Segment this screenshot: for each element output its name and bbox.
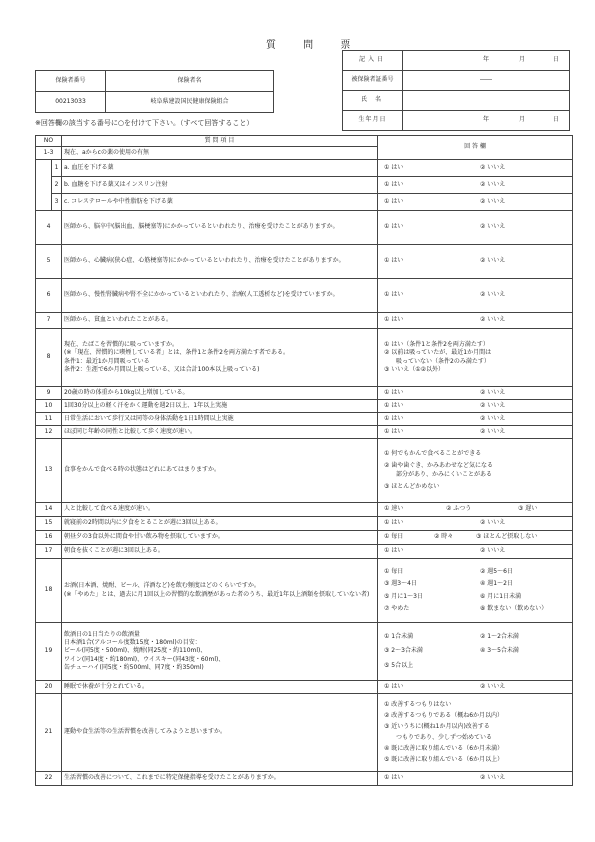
date-field[interactable]	[403, 51, 570, 71]
question-text: 朝昼夕の3食以外に間食や甘い飲み物を摂取していますか。	[62, 531, 378, 545]
answer-option[interactable]: ⑤ 5合以上	[384, 661, 414, 669]
insurer-number-label: 保険者番号	[36, 71, 106, 92]
questionnaire-table	[35, 135, 573, 786]
answer-option[interactable]: ② ふつう	[446, 505, 472, 513]
question-text: 運動や食生活等の生活習慣を改善してみようと思いますか。	[62, 694, 378, 772]
answer-option[interactable]: ② いいえ	[480, 547, 506, 555]
answer-option-cont: 部分があり、かみにくいことがある	[396, 470, 493, 478]
question-text: 20歳の時の体重から10kg以上増加している。	[62, 387, 378, 400]
answer-option[interactable]: ① 改善するつもりはない	[384, 700, 452, 708]
answer-cell[interactable]	[378, 313, 573, 329]
answer-option[interactable]: ② いいえ	[480, 223, 506, 231]
answer-option[interactable]: ① はい	[384, 388, 404, 396]
year-unit: 年	[483, 116, 490, 124]
month-unit: 月	[518, 116, 525, 124]
question-row	[36, 387, 573, 400]
answer-cell[interactable]	[378, 177, 573, 194]
question-row	[36, 681, 573, 694]
answer-cell[interactable]	[378, 517, 573, 531]
answer-option[interactable]: ② 以前は吸っていたが、最近1か月間は	[384, 349, 492, 357]
question-text: 1回30分以上の軽く汗をかく運動を週2日以上、1年以上実施	[62, 400, 378, 413]
question-number: 18	[36, 559, 62, 623]
answer-option[interactable]: ① はい	[384, 401, 404, 409]
answer-option-cont: 吸っていない（条件2のみ満たす）	[396, 357, 490, 365]
answer-option[interactable]: ② いいえ	[480, 180, 506, 188]
question-text: c. コレステロールや中性脂肪を下げる薬	[62, 194, 378, 211]
answer-option[interactable]: ② 時々	[434, 533, 454, 541]
question-row	[36, 426, 573, 439]
answer-option[interactable]: ① はい	[384, 414, 404, 422]
answer-option[interactable]: ③ ほとんど摂取しない	[476, 533, 538, 541]
answer-option[interactable]: ① はい	[384, 774, 404, 782]
header-item: 質 問 項 目	[62, 136, 378, 147]
answer-option[interactable]: ① はい	[384, 682, 404, 690]
question-number: 14	[36, 503, 62, 517]
birth-label: 生年月日	[343, 111, 403, 131]
record-table	[342, 50, 570, 131]
instruction-note: ※回答欄の該当する番号に○を付けて下さい。（すべて回答すること）	[35, 119, 254, 127]
question-number: 9	[36, 387, 62, 400]
question-row	[36, 531, 573, 545]
question-number: 13	[36, 439, 62, 503]
question-text: 現在、aからcの薬の使用の有無	[62, 147, 378, 160]
answer-option[interactable]: ③ ほとんどかめない	[384, 482, 440, 490]
answer-option[interactable]: ③ 遅い	[518, 505, 538, 513]
answer-option[interactable]: ② いいえ	[480, 519, 506, 527]
question-row	[36, 559, 573, 623]
question-text: 飲酒日の1日当たりの飲酒量 日本酒1合(アルコール度数15度・180ml)の目安： ビール(同5度・500ml)、焼酎(同25度・約110ml)、 ワイン(同14度・約180ml)、ウイスキー(同43度・60ml)、 缶チューハイ(同5度・約500ml、同7度・約350ml)	[62, 623, 378, 681]
answer-option[interactable]: ② いいえ	[480, 257, 506, 265]
day-unit: 日	[552, 116, 559, 124]
answer-option[interactable]: ⑤ 月に1～3日	[384, 592, 423, 600]
question-number: 16	[36, 531, 62, 545]
answer-option[interactable]: ① はい	[384, 163, 404, 171]
question-number: 6	[36, 279, 62, 313]
answer-option[interactable]: ⑦ やめた	[384, 604, 410, 612]
answer-cell[interactable]	[378, 387, 573, 400]
question-text: 医師から、貧血といわれたことがある。	[62, 313, 378, 329]
answer-option[interactable]: ④ 週1～2日	[480, 580, 513, 588]
question-number: 19	[36, 623, 62, 681]
answer-cell[interactable]	[378, 531, 573, 545]
answer-option[interactable]: ① 毎日	[384, 568, 404, 576]
answer-option[interactable]: ③ 2～3合未満	[384, 647, 423, 655]
question-number: 15	[36, 517, 62, 531]
question-text: 就寝前の2時間以内に夕食をとることが週に3回以上ある。	[62, 517, 378, 531]
answer-option[interactable]: ① はい	[384, 197, 404, 205]
question-text: 生活習慣の改善について、これまでに特定保健指導を受けたことがありますか。	[62, 772, 378, 786]
answer-option[interactable]: ① 毎日	[384, 533, 404, 541]
question-number: 1	[52, 160, 62, 177]
answer-cell[interactable]	[378, 400, 573, 413]
question-row	[36, 329, 573, 387]
header-answer: 回 答 欄	[378, 136, 573, 160]
question-row	[36, 279, 573, 313]
year-unit: 年	[483, 56, 490, 64]
question-row	[36, 772, 573, 786]
answer-cell[interactable]	[378, 279, 573, 313]
question-number: 8	[36, 329, 62, 387]
answer-option[interactable]: ⑥ 月に1日未満	[480, 592, 522, 600]
answer-option[interactable]: ⑤ 既に改善に取り組んでいる（6か月以上）	[384, 756, 504, 764]
answer-cell[interactable]	[378, 211, 573, 245]
answer-option[interactable]: ② いいえ	[480, 291, 506, 299]
question-text: 人と比較して食べる速度が速い。	[62, 503, 378, 517]
question-text: 朝食を抜くことが週に3回以上ある。	[62, 545, 378, 559]
question-text: ほぼ同じ年齢の同性と比較して歩く速度が速い。	[62, 426, 378, 439]
question-number: 17	[36, 545, 62, 559]
question-text: 医師から、脳卒中(脳出血、脳梗塞等)にかかっているといわれたり、治療を受けたことがありますか。	[62, 211, 378, 245]
question-row	[36, 245, 573, 279]
answer-cell[interactable]	[378, 426, 573, 439]
month-unit: 月	[518, 56, 525, 64]
answer-option[interactable]: ③ いいえ（①②以外）	[384, 365, 445, 373]
answer-option[interactable]: ① はい	[384, 519, 404, 527]
question-number: 22	[36, 772, 62, 786]
answer-option[interactable]: ③ 週3～4日	[384, 580, 417, 588]
answer-cell[interactable]	[378, 194, 573, 211]
answer-cell[interactable]	[378, 413, 573, 426]
question-row	[36, 160, 573, 177]
answer-cell[interactable]	[378, 503, 573, 517]
question-row	[36, 694, 573, 772]
answer-option-cont: つもりであり、少しずつ始めている	[396, 734, 493, 741]
question-text: 日常生活において歩行又は同等の身体活動を1日1時間以上実施	[62, 413, 378, 426]
answer-option[interactable]: ② 週5～6日	[480, 568, 513, 576]
answer-option[interactable]: ① はい	[384, 180, 404, 188]
header-no: NO	[36, 136, 62, 147]
day-unit: 日	[552, 56, 559, 64]
answer-option[interactable]: ② いいえ	[480, 163, 506, 171]
question-number: 3	[52, 194, 62, 211]
question-row	[36, 545, 573, 559]
answer-option[interactable]: ② いいえ	[480, 388, 506, 396]
answer-option[interactable]: ① 速い	[384, 505, 404, 513]
question-text: 医師から、慢性腎臓病や腎不全にかかっているといわれたり、治療(人工透析など)を受けていますか。	[62, 279, 378, 313]
insurer-number-value: 00213033	[36, 92, 106, 113]
answer-option[interactable]: ② いいえ	[480, 774, 506, 782]
answer-option[interactable]: ① はい	[384, 223, 404, 231]
answer-cell[interactable]	[378, 772, 573, 786]
answer-option[interactable]: ① はい	[384, 427, 404, 435]
answer-cell[interactable]	[378, 439, 573, 503]
name-field[interactable]	[403, 91, 570, 111]
page-title: 質 問 票	[266, 40, 363, 51]
answer-option[interactable]: ② 1～2合未満	[480, 633, 519, 641]
answer-cell[interactable]	[378, 623, 573, 681]
answer-cell[interactable]	[378, 545, 573, 559]
answer-option[interactable]: ① 何でもかんで食べることができる	[384, 450, 482, 458]
question-text: 食事をかんで食べる時の状態はどれにあてはまりますか。	[62, 439, 378, 503]
question-row	[36, 413, 573, 426]
insurer-name-value: 岐阜県建設国民健康保険組合	[106, 92, 274, 113]
answer-option[interactable]: ② 改善するつもりである（概ね6か月以内）	[384, 711, 504, 719]
answer-cell[interactable]	[378, 160, 573, 177]
question-row	[36, 211, 573, 245]
name-label: 氏 名	[343, 91, 403, 111]
question-row	[36, 400, 573, 413]
answer-option[interactable]: ③ 近いうちに(概ね1か月以内)改善する	[384, 722, 490, 730]
answer-option[interactable]: ① はい	[384, 291, 404, 299]
insurer-table	[35, 70, 274, 113]
answer-cell[interactable]	[378, 694, 573, 772]
answer-option[interactable]: ① はい	[384, 547, 404, 555]
question-text: 睡眠で休養が十分とれている。	[62, 681, 378, 694]
question-text: お酒(日本酒、焼酎、ビール、洋酒など)を飲む頻度はどのくらいですか。 (※「やめた」とは、過去に月1回以上の習慣的な飲酒歴があった者のうち、最近1年以上酒類を摂取していない者)	[62, 559, 378, 623]
question-row	[36, 517, 573, 531]
card-number-field[interactable]: ――	[403, 71, 570, 91]
answer-cell[interactable]	[378, 559, 573, 623]
answer-cell[interactable]	[378, 681, 573, 694]
insurer-name-label: 保険者名	[106, 71, 274, 92]
answer-option[interactable]: ② いいえ	[480, 414, 506, 422]
answer-cell[interactable]	[378, 245, 573, 279]
question-number: 1-3	[36, 147, 62, 160]
answer-option[interactable]: ② いいえ	[480, 316, 506, 324]
answer-option[interactable]: ② いいえ	[480, 197, 506, 205]
answer-option[interactable]: ① はい	[384, 316, 404, 324]
answer-option[interactable]: ② 歯や歯ぐき、かみあわせなど気になる	[384, 462, 494, 470]
question-text: 現在、たばこを習慣的に吸っていますか。 (※「現在、習慣的に喫煙している者」とは、条件1と条件2を両方満たす者である。 条件1：最近1か月間吸っている 条件2：生涯で6か月間以上吸っている、又は合計100本以上吸っている)	[62, 329, 378, 387]
answer-option[interactable]: ① はい（条件1と条件2を両方満たす）	[384, 341, 489, 349]
question-number: 12	[36, 426, 62, 439]
question-number: 20	[36, 681, 62, 694]
answer-option[interactable]: ④ 3～5合未満	[480, 647, 519, 655]
question-text: 医師から、心臓病(狭心症、心筋梗塞等)にかかっているといわれたり、治療を受けたことがありますか。	[62, 245, 378, 279]
question-number: 2	[52, 177, 62, 194]
question-row	[36, 194, 573, 211]
question-number: 4	[36, 211, 62, 245]
birth-field[interactable]	[403, 111, 570, 131]
question-number: 11	[36, 413, 62, 426]
question-number: 21	[36, 694, 62, 772]
answer-option[interactable]: ② いいえ	[480, 682, 506, 690]
answer-option[interactable]: ② いいえ	[480, 401, 506, 409]
question-number: 10	[36, 400, 62, 413]
answer-option[interactable]: ② いいえ	[480, 427, 506, 435]
question-number: 5	[36, 245, 62, 279]
answer-option[interactable]: ⑧ 飲まない（飲めない）	[480, 604, 548, 612]
question-row	[36, 623, 573, 681]
question-text: a. 血圧を下げる薬	[62, 160, 378, 177]
question-row	[36, 439, 573, 503]
answer-cell[interactable]	[378, 329, 573, 387]
answer-option[interactable]: ④ 既に改善に取り組んでいる（6か月未満）	[384, 745, 504, 753]
question-number: 7	[36, 313, 62, 329]
date-label: 記入日	[343, 51, 403, 71]
question-row	[36, 313, 573, 329]
card-number-label: 被保険者証番号	[343, 71, 403, 91]
question-text: b. 血糖を下げる薬又はインスリン注射	[62, 177, 378, 194]
answer-option[interactable]: ① 1合未満	[384, 633, 414, 641]
answer-option[interactable]: ① はい	[384, 257, 404, 265]
question-row	[36, 503, 573, 517]
question-row	[36, 177, 573, 194]
